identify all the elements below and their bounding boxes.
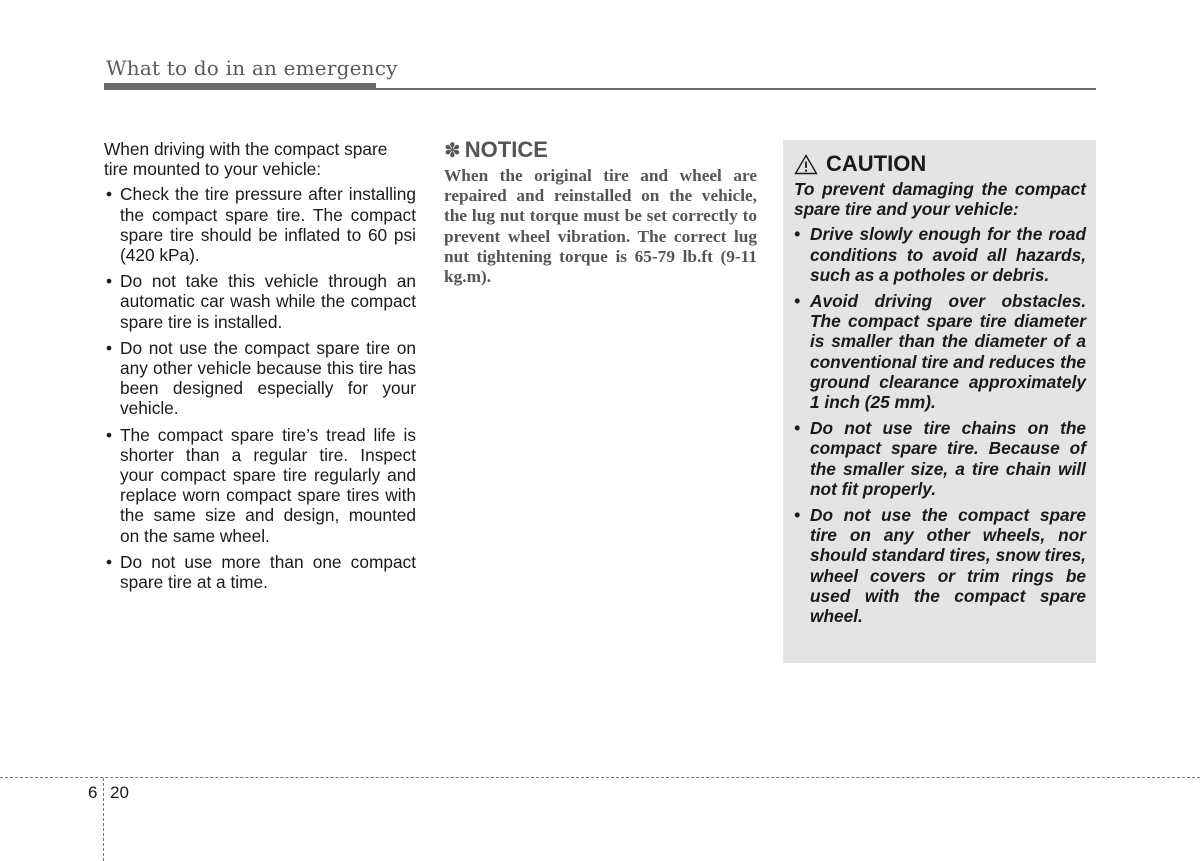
- caution-list-item: • Do not use the compact spare tire on any other wheels, nor should standard tires, snow tires, wheel covers or trim rings be used with the compact spare wheel.: [794, 505, 1086, 626]
- list-item: • The compact spare tire’s tread life is shorter than a regular tire. Inspect your compact spare tire regularly and replace worn compact spare tires with the same size and design, mounted on the same wheel.: [104, 425, 416, 546]
- caution-box: [783, 140, 1096, 663]
- notice-heading: [444, 136, 757, 164]
- notice-heading-label: NOTICE: [464, 137, 548, 162]
- list-item: • Do not take this vehicle through an automatic car wash while the compact spare tire is installed.: [104, 271, 416, 332]
- notice-section: [444, 136, 757, 287]
- notice-body: When the original tire and wheel are repaired and reinstalled on the vehicle, the lug nut torque must be set correctly to prevent wheel vibration. The correct lug nut tightening torque is 65-79 lb.ft (9-11 kg.m).: [444, 166, 757, 287]
- left-column: [104, 139, 416, 598]
- warning-triangle-icon: [794, 154, 818, 175]
- notice-star-icon: ✽: [444, 138, 461, 162]
- caution-heading-label: CAUTION: [826, 151, 927, 176]
- footer-divider: [0, 777, 1200, 778]
- list-item: • Do not use more than one compact spare tire at a time.: [104, 552, 416, 592]
- spare-tire-guidelines-list: [104, 184, 416, 592]
- section-title: What to do in an emergency: [106, 56, 398, 80]
- caution-list: [794, 224, 1086, 626]
- caution-heading: [794, 150, 1086, 178]
- page-number: 20: [110, 783, 129, 802]
- header-rule: [104, 88, 1096, 90]
- caution-list-item: • Do not use tire chains on the compact spare tire. Because of the smaller size, a tire chain will not fit properly.: [794, 418, 1086, 499]
- intro-paragraph: When driving with the compact spare tire mounted to your vehicle:: [104, 139, 388, 180]
- list-item: • Do not use the compact spare tire on any other vehicle because this tire has been designed especially for your vehicle.: [104, 338, 416, 419]
- footer-vertical-divider: [103, 778, 104, 861]
- caution-list-item: • Avoid driving over obstacles. The compact spare tire diameter is smaller than the diameter of a conventional tire and reduces the ground clearance approximately 1 inch (25 mm).: [794, 291, 1086, 412]
- caution-intro: To prevent damaging the compact spare tire and your vehicle:: [794, 179, 1086, 220]
- list-item: • Check the tire pressure after installing the compact spare tire. The compact spare tire should be inflated to 60 psi (420 kPa).: [104, 184, 416, 265]
- chapter-number: 6: [88, 783, 98, 802]
- caution-list-item: • Drive slowly enough for the road conditions to avoid all hazards, such as a potholes or debris.: [794, 224, 1086, 285]
